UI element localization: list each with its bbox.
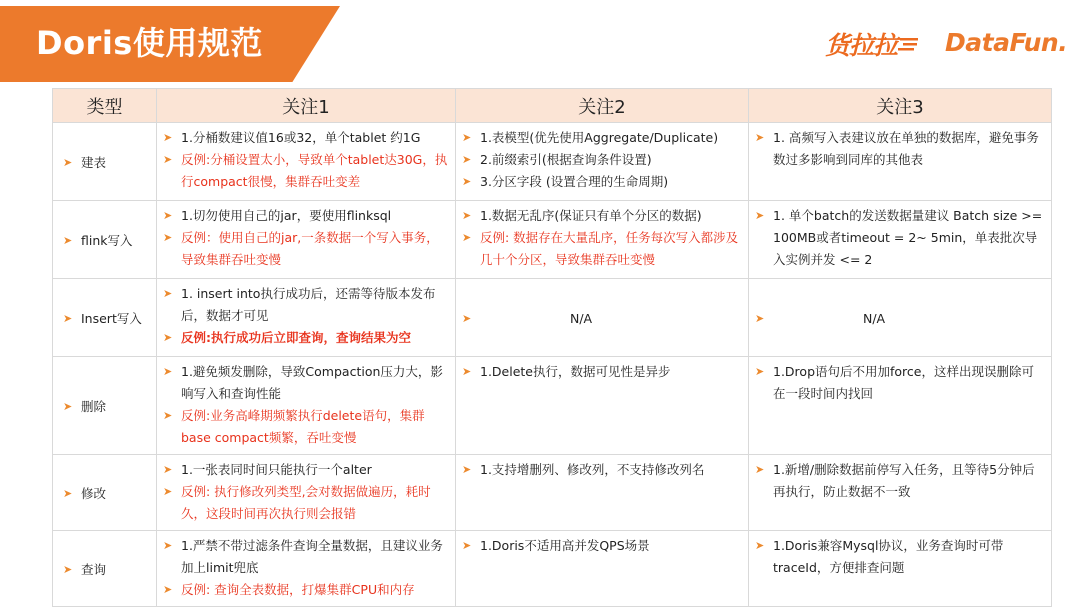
focus-cell [456,201,749,279]
focus-cell [157,357,456,455]
chevron-right-icon: ➤ [462,463,472,476]
bullet-item [755,205,1045,271]
bullet-item [163,361,449,405]
bullet-text: 反例:业务高峰期频繁执行delete语句，集群base compact频繁，吞吐变慢 [181,408,425,445]
bullet-text: 反例:分桶设置太小，导致单个tablet达30G，执行compact很慢，集群吞吐变差 [181,152,448,189]
header-focus-3: 关注3 [749,89,1052,123]
bullet-text: 1.新增/删除数据前停写入任务，且等待5分钟后再执行，防止数据不一致 [773,462,1035,499]
bullet-item [462,535,742,557]
bullet-text: 1.Doris兼容Mysql协议，业务查询时可带traceId，方便排查问题 [773,538,1004,575]
bullet-item [163,127,449,149]
speed-lines-icon [898,36,920,52]
bullet-item [462,127,742,149]
header-type: 类型 [53,89,157,123]
chevron-right-icon: ➤ [163,365,173,378]
bullet-item [462,149,742,171]
chevron-right-icon: ➤ [755,365,765,378]
chevron-right-icon: ➤ [163,287,173,300]
bullet-text: 1.Drop语句后不用加force，这样出现误删除可在一段时间内找回 [773,364,1034,401]
bullet-item [163,535,449,579]
bullet-item [163,227,449,271]
bullet-text: 1.表模型(优先使用Aggregate/Duplicate) [480,130,719,145]
bullet-text: 1.数据无乱序(保证只有单个分区的数据) [480,208,702,223]
focus-cell [749,123,1052,201]
chevron-right-icon: ➤ [63,486,73,500]
chevron-right-icon: ➤ [63,399,73,413]
table-row [53,455,1052,531]
chevron-right-icon: ➤ [462,153,472,166]
category-label: 修改 [81,485,107,501]
chevron-right-icon: ➤ [163,209,173,222]
bullet-item [462,361,742,383]
bullet-text: 1. insert into执行成功后，还需等待版本发布后，数据才可见 [181,286,436,323]
chevron-right-icon: ➤ [163,153,173,166]
chevron-right-icon: ➤ [755,463,765,476]
category-cell [53,531,157,607]
bullet-text: 反例: 执行修改列类型,会对数据做遍历，耗时久，这段时间再次执行则会报错 [181,484,431,521]
focus-cell [157,531,456,607]
bullet-item [163,579,449,601]
focus-cell-na [456,279,749,357]
table-row [53,201,1052,279]
chevron-right-icon: ➤ [63,155,73,169]
chevron-right-icon: ➤ [755,539,765,552]
chevron-right-icon: ➤ [462,131,472,144]
na-text: N/A [570,310,593,326]
bullet-item [462,459,742,481]
header-focus-2: 关注2 [456,89,749,123]
bullet-text: 反例: 数据存在大量乱序，任务每次写入都涉及几十个分区，导致集群吞吐变慢 [480,230,739,267]
focus-cell [157,455,456,531]
focus-cell [749,201,1052,279]
bullet-item [462,205,742,227]
usage-spec-table [52,88,1052,607]
category-label: 查询 [81,561,107,577]
bullet-text: 1.Delete执行，数据可见性是异步 [480,364,671,379]
focus-cell [157,279,456,357]
bullet-item [163,481,449,525]
category-cell [53,279,157,357]
table-header-row [53,89,1052,123]
focus-cell [456,455,749,531]
focus-cell [456,531,749,607]
bullet-text: 反例：使用自己的jar,一条数据一个写入事务，导致集群吞吐变慢 [181,230,439,267]
category-cell [53,357,157,455]
chevron-right-icon: ➤ [462,365,472,378]
bullet-item [462,171,742,193]
bullet-item [163,205,449,227]
chevron-right-icon: ➤ [755,131,765,144]
chevron-right-icon: ➤ [462,539,472,552]
datafun-logo: DataFun. [945,28,1068,57]
bullet-text: 1. 单个batch的发送数据量建议 Batch size >= 100MB或者timeout = 2~ 5min，单表批次导入实例并发 <= 2 [773,208,1043,267]
bullet-text: 1. 高频写入表建议放在单独的数据库，避免事务数过多影响到同库的其他表 [773,130,1039,167]
bullet-text: 反例:执行成功后立即查询，查询结果为空 [181,330,411,345]
focus-cell [749,531,1052,607]
bullet-item [755,127,1045,171]
na-text: N/A [863,310,886,326]
bullet-text: 1.Doris不适用高并发QPS场景 [480,538,650,553]
focus-cell [749,357,1052,455]
chevron-right-icon: ➤ [163,539,173,552]
table-row [53,357,1052,455]
chevron-right-icon: ➤ [163,583,173,596]
chevron-right-icon: ➤ [163,463,173,476]
bullet-item [163,405,449,449]
bullet-item [755,459,1045,503]
chevron-right-icon: ➤ [462,311,472,325]
focus-cell [456,123,749,201]
chevron-right-icon: ➤ [755,209,765,222]
category-label: 删除 [81,398,107,414]
page-title: Doris使用规范 [36,24,263,62]
table-row [53,123,1052,201]
chevron-right-icon: ➤ [462,175,472,188]
focus-cell [157,123,456,201]
chevron-right-icon: ➤ [63,311,73,325]
chevron-right-icon: ➤ [163,485,173,498]
chevron-right-icon: ➤ [63,233,73,247]
chevron-right-icon: ➤ [63,562,73,576]
bullet-text: 1.支持增删列、修改列，不支持修改列名 [480,462,705,477]
huolala-logo: 货拉拉 [825,31,898,60]
bullet-text: 3.分区字段 (设置合理的生命周期) [480,174,669,189]
focus-cell [456,357,749,455]
bullet-text: 1.分桶数建议值16或32，单个tablet 约1G [181,130,421,145]
bullet-item [755,535,1045,579]
bullet-text: 2.前缀索引(根据查询条件设置) [480,152,652,167]
bullet-text: 1.切勿使用自己的jar，要使用flinksql [181,208,392,223]
category-cell [53,201,157,279]
bullet-item [163,327,449,349]
table-row [53,279,1052,357]
header-focus-1: 关注1 [157,89,456,123]
chevron-right-icon: ➤ [163,131,173,144]
chevron-right-icon: ➤ [462,209,472,222]
chevron-right-icon: ➤ [163,231,173,244]
focus-cell [157,201,456,279]
table-row [53,531,1052,607]
bullet-item [462,227,742,271]
chevron-right-icon: ➤ [462,231,472,244]
category-cell [53,455,157,531]
bullet-item [755,361,1045,405]
focus-cell-na [749,279,1052,357]
chevron-right-icon: ➤ [755,311,765,325]
bullet-item [163,283,449,327]
focus-cell [749,455,1052,531]
chevron-right-icon: ➤ [163,409,173,422]
category-label: Insert写入 [81,310,142,326]
category-label: flink写入 [81,232,133,248]
bullet-item [163,149,449,193]
bullet-text: 1.严禁不带过滤条件查询全量数据，且建议业务加上limit兜底 [181,538,443,575]
bullet-text: 1.一张表同时间只能执行一个alter [181,462,372,477]
bullet-item [163,459,449,481]
chevron-right-icon: ➤ [163,331,173,344]
category-cell [53,123,157,201]
category-label: 建表 [81,154,107,170]
bullet-text: 1.避免频发删除，导致Compaction压力大，影响写入和查询性能 [181,364,443,401]
bullet-text: 反例: 查询全表数据，打爆集群CPU和内存 [181,582,415,597]
